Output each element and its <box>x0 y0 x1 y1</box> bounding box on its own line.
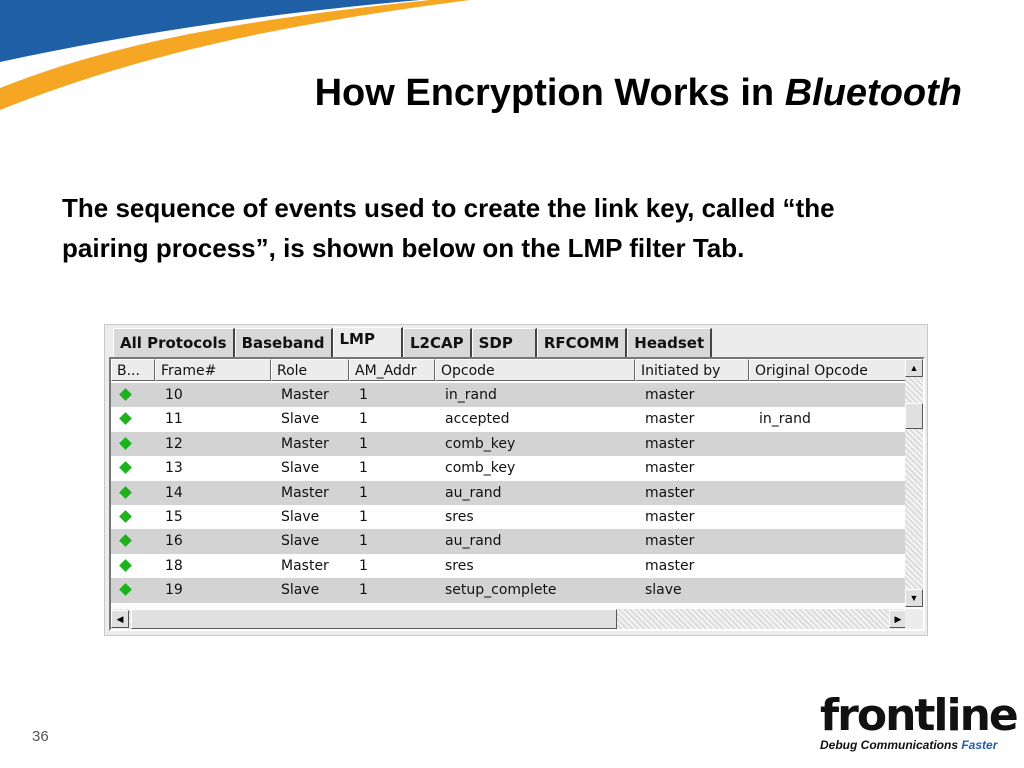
table-row[interactable] <box>111 481 907 505</box>
status-dot-icon <box>119 486 132 499</box>
scroll-right-arrow-icon[interactable]: ▶ <box>889 610 907 628</box>
opcode-cell: sres <box>445 508 474 525</box>
frame-grid <box>109 357 925 631</box>
grid-rows <box>111 383 907 603</box>
table-row[interactable] <box>111 456 907 480</box>
opcode-cell: comb_key <box>445 435 516 452</box>
role-cell: Master <box>281 484 329 501</box>
status-dot-icon <box>119 437 132 450</box>
frame-cell: 12 <box>165 435 183 452</box>
am-addr-cell: 1 <box>359 508 368 525</box>
initiated-by-cell: master <box>645 508 695 525</box>
logo-wordmark: frontline <box>820 690 1017 741</box>
original-opcode-cell <box>749 529 907 553</box>
initiated-by-cell: master <box>645 411 695 428</box>
slide-title <box>315 72 962 115</box>
scrollbar-corner <box>905 609 923 629</box>
opcode-cell: setup_complete <box>445 582 557 599</box>
body-line-1: The sequence of events used to create the link key, called “the <box>62 193 835 223</box>
initiated-by-cell: master <box>645 387 695 403</box>
status-cell <box>111 529 155 553</box>
frame-cell: 18 <box>165 557 183 574</box>
opcode-cell: au_rand <box>445 533 502 550</box>
status-cell <box>111 456 155 480</box>
original-opcode-cell <box>749 383 907 407</box>
am-addr-cell: 1 <box>359 557 368 574</box>
original-opcode-cell <box>749 505 907 529</box>
scroll-left-arrow-icon[interactable]: ◀ <box>111 610 129 628</box>
frame-cell: 10 <box>165 387 183 403</box>
table-row[interactable] <box>111 432 907 456</box>
role-cell: Master <box>281 387 329 403</box>
opcode-cell: comb_key <box>445 460 516 477</box>
tab-lmp[interactable]: LMP <box>333 327 403 358</box>
role-cell: Master <box>281 435 329 452</box>
logo-tagline: Debug Communications Faster <box>820 738 998 752</box>
tab-sdp[interactable]: SDP <box>472 328 537 357</box>
table-row[interactable] <box>111 578 907 602</box>
opcode-cell: in_rand <box>445 387 497 403</box>
original-opcode-cell <box>749 456 907 480</box>
status-cell <box>111 554 155 578</box>
status-cell <box>111 505 155 529</box>
frontline-logo <box>820 690 1017 752</box>
horizontal-scroll-thumb[interactable] <box>131 609 617 629</box>
am-addr-cell: 1 <box>359 460 368 477</box>
am-addr-cell: 1 <box>359 387 368 403</box>
status-cell <box>111 432 155 456</box>
grid-header <box>111 359 907 383</box>
body-line-2: pairing process”, is shown below on the LMP filter Tab. <box>62 233 745 263</box>
header-initiated-by[interactable]: Initiated by <box>635 359 749 381</box>
am-addr-cell: 1 <box>359 411 368 428</box>
role-cell: Slave <box>281 533 320 550</box>
header-role[interactable]: Role <box>271 359 349 381</box>
original-opcode-cell <box>749 481 907 505</box>
lmp-filter-screenshot <box>104 324 928 636</box>
am-addr-cell: 1 <box>359 484 368 501</box>
original-opcode-cell <box>749 554 907 578</box>
original-opcode-cell <box>749 432 907 456</box>
tab-rfcomm[interactable]: RFCOMM <box>537 328 627 357</box>
status-dot-icon <box>119 583 132 596</box>
opcode-cell: accepted <box>445 411 510 428</box>
frame-cell: 15 <box>165 508 183 525</box>
header-opcode[interactable]: Opcode <box>435 359 635 381</box>
scroll-down-arrow-icon[interactable]: ▼ <box>905 589 923 607</box>
header-b[interactable]: B... <box>111 359 155 381</box>
header-original-opcode[interactable]: Original Opcode <box>749 359 907 381</box>
header-frame[interactable]: Frame# <box>155 359 271 381</box>
original-opcode-cell: in_rand <box>759 411 811 428</box>
status-dot-icon <box>119 413 132 426</box>
frame-cell: 14 <box>165 484 183 501</box>
initiated-by-cell: master <box>645 435 695 452</box>
role-cell: Slave <box>281 582 320 599</box>
tab-l2cap[interactable]: L2CAP <box>403 328 472 357</box>
status-dot-icon <box>119 559 132 572</box>
frame-cell: 13 <box>165 460 183 477</box>
status-cell <box>111 383 155 407</box>
am-addr-cell: 1 <box>359 582 368 599</box>
status-cell <box>111 407 155 431</box>
frame-cell: 11 <box>165 411 183 428</box>
role-cell: Slave <box>281 411 320 428</box>
header-am-addr[interactable]: AM_Addr <box>349 359 435 381</box>
slide-title-emphasis: Bluetooth <box>784 72 962 114</box>
tab-baseband[interactable]: Baseband <box>235 328 333 357</box>
initiated-by-cell: master <box>645 484 695 501</box>
scroll-up-arrow-icon[interactable]: ▲ <box>905 359 923 377</box>
vertical-scroll-thumb[interactable] <box>905 403 923 429</box>
table-row[interactable] <box>111 407 907 431</box>
table-row[interactable] <box>111 383 907 407</box>
table-row[interactable] <box>111 554 907 578</box>
status-dot-icon <box>119 510 132 523</box>
tab-headset[interactable]: Headset <box>627 328 712 357</box>
frame-cell: 19 <box>165 582 183 599</box>
slide-title-main: How Encryption Works in <box>314 72 785 114</box>
status-dot-icon <box>119 461 132 474</box>
initiated-by-cell: slave <box>645 582 682 599</box>
initiated-by-cell: master <box>645 533 695 550</box>
original-opcode-cell <box>749 578 907 602</box>
initiated-by-cell: master <box>645 557 695 574</box>
status-dot-icon <box>119 388 132 401</box>
table-row[interactable] <box>111 529 907 553</box>
opcode-cell: au_rand <box>445 484 502 501</box>
tab-all-protocols[interactable]: All Protocols <box>113 328 235 357</box>
frame-cell: 16 <box>165 533 183 550</box>
am-addr-cell: 1 <box>359 533 368 550</box>
table-row[interactable] <box>111 505 907 529</box>
status-cell <box>111 578 155 602</box>
role-cell: Slave <box>281 508 320 525</box>
vertical-scrollbar[interactable] <box>905 359 923 607</box>
slide-body-text <box>62 188 962 268</box>
am-addr-cell: 1 <box>359 435 368 452</box>
opcode-cell: sres <box>445 557 474 574</box>
status-cell <box>111 481 155 505</box>
protocol-tab-bar <box>113 327 712 357</box>
status-dot-icon <box>119 534 132 547</box>
role-cell: Master <box>281 557 329 574</box>
initiated-by-cell: master <box>645 460 695 477</box>
role-cell: Slave <box>281 460 320 477</box>
page-number: 36 <box>32 728 49 745</box>
horizontal-scrollbar[interactable] <box>111 609 907 629</box>
